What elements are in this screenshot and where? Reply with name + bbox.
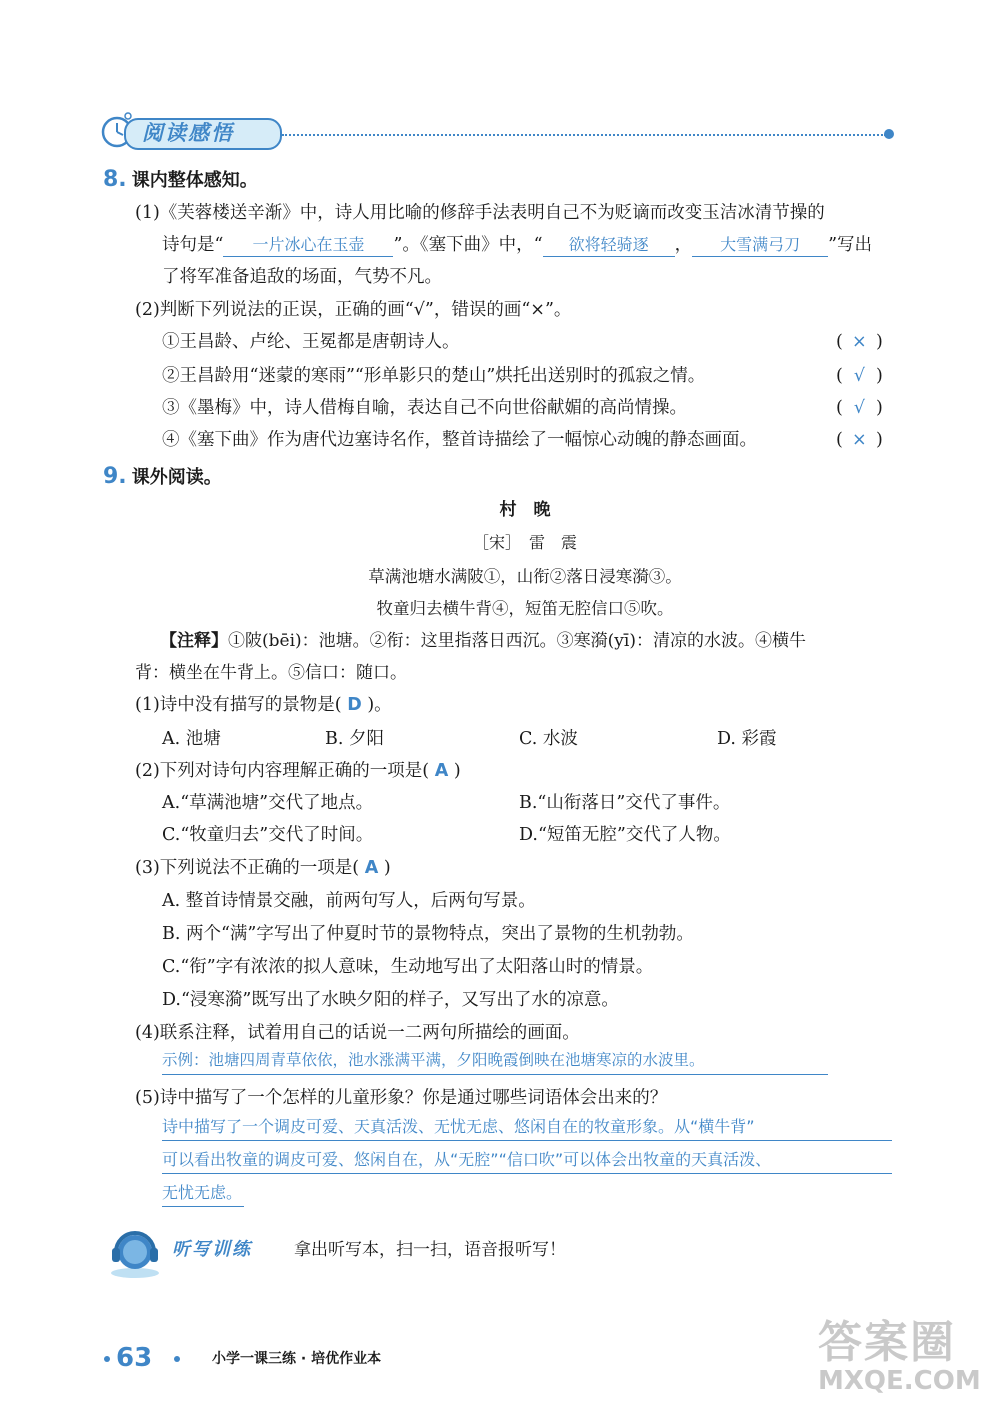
question-number: 8. (103, 167, 127, 192)
sub-question-2 (135, 759, 461, 783)
judgment-mark[interactable]: × (852, 332, 867, 352)
dictation-title: 听写训练 (172, 1239, 252, 1260)
question-text: (2)下列对诗句内容理解正确的一项是( (135, 761, 430, 781)
text: ”写出 (828, 235, 873, 255)
question-close: )。 (367, 695, 392, 715)
option-a: A.“草满池塘”交代了地点。 (162, 793, 374, 813)
judgment-item-1: ①王昌龄、卢纶、王冕都是唐朝诗人。 (162, 332, 460, 352)
watermark-logo: 答案圈 (818, 1317, 956, 1368)
judgment-paren-1: ( × ) (836, 332, 883, 352)
poem-line-1: 草满池塘水满陂①，山衔②落日浸寒漪③。 (368, 567, 682, 586)
option-c: C.“衔”字有浓浓的拟人意味，生动地写出了太阳落山时的情景。 (162, 957, 654, 977)
judgment-paren-4: ( × ) (836, 430, 883, 450)
poem-author: ［宋］ 雷 震 (472, 533, 577, 552)
option-a: A. 池塘 (162, 729, 221, 749)
answer-blank-2[interactable]: 欲将轻骑逐 (543, 234, 675, 257)
question-close: ) (383, 858, 391, 878)
dictation-banner (108, 1224, 708, 1284)
text: 诗句是“ (162, 235, 224, 255)
judgment-mark[interactable]: √ (853, 398, 865, 418)
question-text: (1)诗中没有描写的景物是( (135, 695, 342, 715)
text: ”。《塞下曲》中，“ (393, 235, 543, 255)
q8-part2-prompt: (2)判断下列说法的正误，正确的画“√”，错误的画“×”。 (135, 300, 572, 320)
option-d: D.“浸寒漪”既写出了水映夕阳的样子，又写出了水的凉意。 (162, 990, 619, 1010)
judgment-paren-3: ( √ ) (836, 398, 883, 418)
judgment-paren-2: ( √ ) (836, 366, 883, 386)
question-number: 9. (103, 464, 127, 489)
question-close: ) (453, 761, 461, 781)
option-a: A. 整首诗情景交融，前两句写人，后两句写景。 (162, 891, 536, 911)
judgment-mark[interactable]: √ (853, 366, 865, 386)
poem-title: 村 晚 (499, 500, 551, 520)
answer-line[interactable]: 无忧无虑。 (162, 1179, 244, 1207)
divider-end-dot (884, 129, 894, 139)
watermark-url: MXQE.COM (818, 1366, 981, 1396)
poem-line-2: 牧童归去横牛背④，短笛无腔信口⑤吹。 (376, 599, 674, 618)
notes-label: 【注释】 (160, 631, 228, 651)
headphones-icon (108, 1224, 166, 1280)
footer-dot-right (174, 1356, 180, 1362)
dictation-text: 拿出听写本，扫一扫，语音报听写！ (294, 1240, 566, 1260)
sub-question-4: (4)联系注释，试着用自己的话说一二两句所描绘的画面。 (135, 1023, 580, 1043)
answer-line[interactable]: 示例：池塘四周青草依依，池水涨满平满，夕阳晚霞倒映在池塘寒凉的水波里。 (162, 1047, 828, 1075)
option-b: B. 夕阳 (325, 729, 384, 749)
question-text: (3)下列说法不正确的一项是( (135, 858, 360, 878)
option-c: C. 水波 (519, 729, 578, 749)
text: ， (674, 235, 693, 255)
answer-blank-3[interactable]: 大雪满弓刀 (692, 234, 828, 257)
answer-choice[interactable]: D (347, 695, 362, 715)
question-9-header (103, 463, 222, 489)
page-number: 63 (116, 1343, 153, 1373)
sub-question-5: (5)诗中描写了一个怎样的儿童形象？你是通过哪些词语体会出来的？ (135, 1088, 668, 1108)
option-c: C.“牧童归去”交代了时间。 (162, 825, 374, 845)
answer-choice[interactable]: A (434, 761, 449, 781)
option-d: D.“短笛无腔”交代了人物。 (519, 825, 731, 845)
judgment-item-4: ④《塞下曲》作为唐代边塞诗名作，整首诗描绘了一幅惊心动魄的静态画面。 (162, 430, 757, 450)
notes-line-1 (160, 629, 806, 653)
question-8-header (103, 166, 258, 192)
judgment-item-3: ③《墨梅》中，诗人借梅自喻，表达自己不向世俗献媚的高尚情操。 (162, 398, 687, 418)
answer-blank-1[interactable]: 一片冰心在玉壶 (223, 234, 393, 257)
option-d: D. 彩霞 (717, 729, 777, 749)
answer-choice[interactable]: A (364, 858, 379, 878)
notes-line-2: 背：横坐在牛背上。⑤信口：随口。 (135, 663, 407, 683)
book-title: 小学一课三练 · 培优作业本 (212, 1351, 382, 1367)
section-header (100, 110, 900, 154)
q8-part1-line3: 了将军准备追敌的场面，气势不凡。 (162, 267, 442, 287)
judgment-mark[interactable]: × (852, 430, 867, 450)
question-title: 课内整体感知。 (131, 170, 258, 191)
sub-question-3 (135, 856, 391, 880)
option-b: B. 两个“满”字写出了仲夏时节的景物特点，突出了景物的生机勃勃。 (162, 924, 694, 944)
footer-dot-left (104, 1356, 110, 1362)
footer (104, 1340, 504, 1374)
answer-line[interactable]: 诗中描写了一个调皮可爱、天真活泼、无忧无虑、悠闲自在的牧童形象。从“横牛背” (162, 1113, 892, 1141)
q8-part1-line1: (1)《芙蓉楼送辛渐》中，诗人用比喻的修辞手法表明自己不为贬谪而改变玉洁冰清节操的 (135, 203, 825, 223)
q8-part1-line2 (162, 233, 872, 257)
judgment-item-2: ②王昌龄用“迷蒙的寒雨”“形单影只的楚山”烘托出送别时的孤寂之情。 (162, 366, 706, 386)
sub-question-1 (135, 693, 392, 717)
notes-text: ①陂(bēi)：池塘。②衔：这里指落日西沉。③寒漪(yī)：清凉的水波。④横牛 (228, 631, 806, 651)
header-divider (282, 134, 886, 136)
answer-line[interactable]: 可以看出牧童的调皮可爱、悠闲自在，从“无腔”“信口吹”可以体会出牧童的天真活泼、 (162, 1146, 892, 1174)
section-title: 阅读感悟 (142, 121, 234, 145)
option-b: B.“山衔落日”交代了事件。 (519, 793, 731, 813)
question-title: 课外阅读。 (131, 467, 222, 488)
